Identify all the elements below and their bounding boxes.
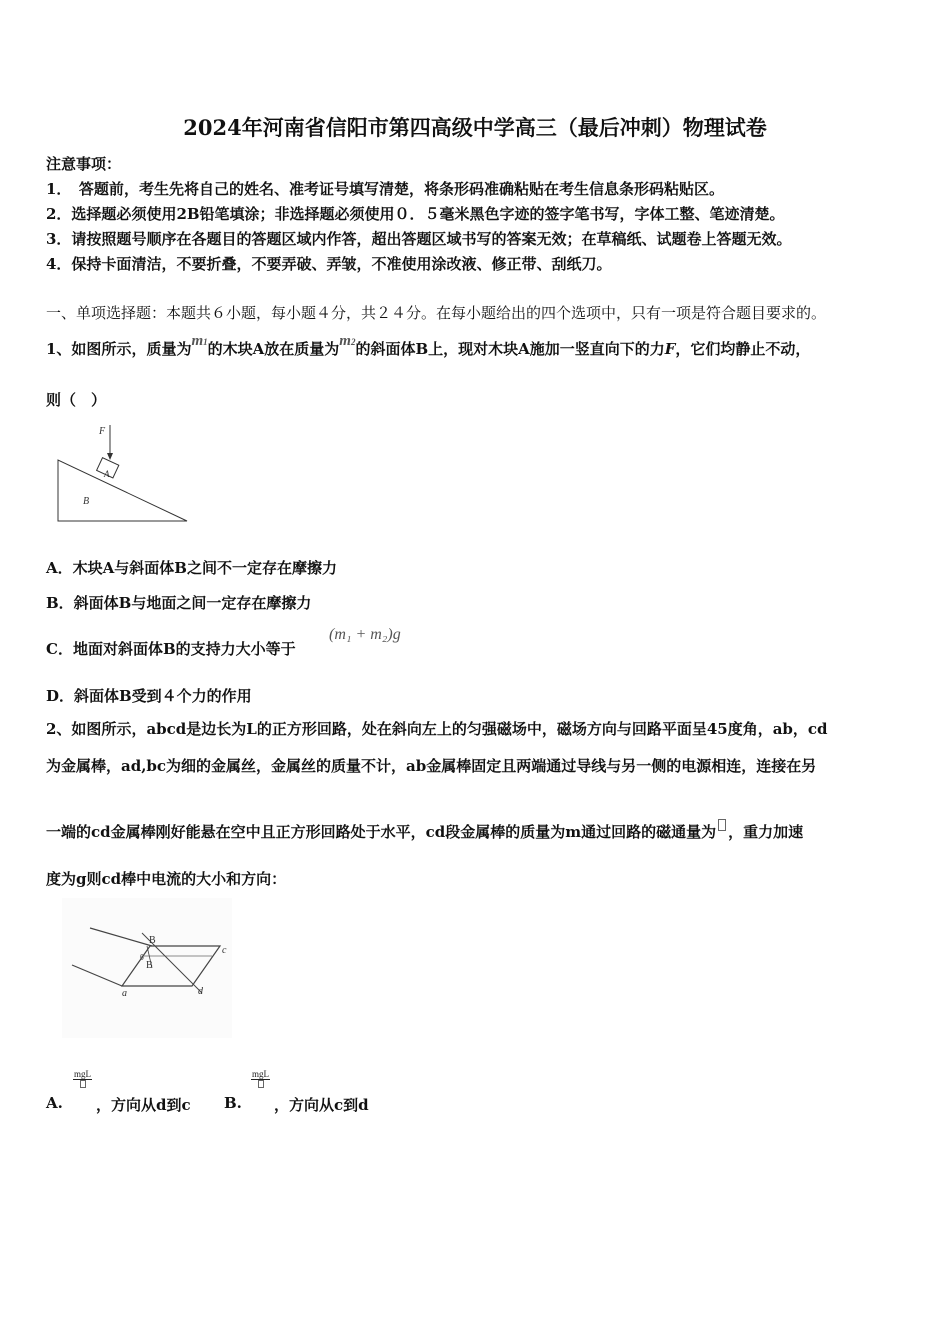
notice-item: 1． 答题前，考生先将自己的姓名、准考证号填写清楚，将条形码准确粘贴在考生信息条形码粘贴区。 — [46, 180, 724, 198]
label-f: F — [99, 426, 106, 437]
question-2-line-4: 度为g则cd棒中电流的大小和方向： — [46, 870, 287, 888]
q1-option-b: B．斜面体B与地面之间一定存在摩擦力 — [46, 594, 312, 612]
m1-subscript: 1 — [203, 337, 208, 347]
incline-figure — [50, 420, 195, 530]
loop-figure — [62, 898, 232, 1038]
q1-part2: 的木块A放在质量为 — [207, 340, 340, 358]
q2-option-a-label: A. — [46, 1094, 63, 1112]
question-1-bracket: 则（ ） — [46, 391, 107, 409]
label-b-top: B — [149, 935, 156, 946]
flux-symbol-box — [80, 1080, 86, 1088]
q2-option-b-fraction — [251, 1069, 270, 1090]
incline-block-b — [58, 460, 187, 521]
question-2-line-1: 2、如图所示，abcd是边长为L的正方形回路，处在斜向左上的匀强磁场中，磁场方向与回路平面呈45度角，ab，cd — [46, 720, 828, 738]
m2-letter: m — [339, 333, 351, 349]
label-b-lower: B — [146, 960, 153, 971]
force-arrowhead — [107, 453, 113, 460]
q2-line3b: ，重力加速 — [728, 823, 804, 841]
label-d: d — [198, 986, 203, 997]
q2-option-a-fraction — [73, 1069, 92, 1090]
m2-subscript: 2 — [350, 337, 356, 347]
q1-option-c-formula: (m₁ + m₂)g — [329, 626, 401, 643]
label-a: a — [122, 988, 127, 999]
question-1-text — [46, 333, 811, 359]
q1-part1: 1、如图所示，质量为 — [46, 340, 192, 358]
notice-item: 2．选择题必须使用2B铅笔填涂；非选择题必须使用０．５毫米黑色字迹的签字笔书写，字体工整、笔迹清楚。 — [46, 205, 785, 223]
m2-symbol — [339, 333, 355, 349]
q1-option-d: D．斜面体B受到４个力的作用 — [46, 687, 252, 705]
flux-symbol-box — [718, 819, 726, 831]
page-title: 2024年河南省信阳市第四高级中学高三（最后冲刺）物理试卷 — [183, 115, 767, 140]
question-2-line-3 — [46, 819, 803, 842]
force-symbol: F — [664, 340, 676, 358]
q2-option-a-text: ，方向从d到c — [96, 1096, 191, 1114]
q2-option-a-denominator — [73, 1080, 92, 1090]
q2-option-b-label: B. — [224, 1094, 242, 1112]
section-heading: 一、单项选择题：本题共６小题，每小题４分，共２４分。在每小题给出的四个选项中，只有一项是符合题目要求的。 — [46, 304, 827, 322]
q2-option-b-text: ，方向从c到d — [274, 1096, 369, 1114]
q2-option-a-numerator: mgL — [74, 1069, 91, 1079]
m1-letter: m — [191, 333, 204, 349]
q1-option-a: A．木块A与斜面体B之间不一定存在摩擦力 — [46, 559, 337, 577]
label-b: B — [83, 496, 90, 507]
q2-option-b-numerator: mgL — [252, 1069, 269, 1079]
q1-option-c: C．地面对斜面体B的支持力大小等于 — [46, 640, 296, 658]
label-theta: θ — [140, 953, 144, 962]
q1-part3: 的斜面体B上，现对木块A施加一竖直向下的力 — [355, 340, 665, 358]
label-a: A — [104, 469, 110, 479]
label-c: c — [222, 945, 227, 956]
m1-symbol — [191, 333, 207, 349]
q1-part4: ，它们均静止不动， — [675, 340, 811, 358]
notice-item: 4．保持卡面清洁，不要折叠，不要弄破、弄皱，不准使用涂改液、修正带、刮纸刀。 — [46, 255, 612, 273]
q2-option-b-denominator — [251, 1080, 270, 1090]
notice-heading: 注意事项： — [46, 155, 122, 173]
notice-item: 3．请按照题号顺序在各题目的答题区域内作答，超出答题区域书写的答案无效；在草稿纸、试题卷上答题无效。 — [46, 230, 792, 248]
q2-line3a: 一端的cd金属棒刚好能悬在空中且正方形回路处于水平，cd段金属棒的质量为m通过回路的磁通量为 — [46, 823, 717, 841]
flux-symbol-box — [258, 1080, 264, 1088]
question-2-line-2: 为金属棒，ad,bc为细的金属丝，金属丝的质量不计，ab金属棒固定且两端通过导线与另一侧的电源相连，连接在另 — [46, 757, 817, 775]
